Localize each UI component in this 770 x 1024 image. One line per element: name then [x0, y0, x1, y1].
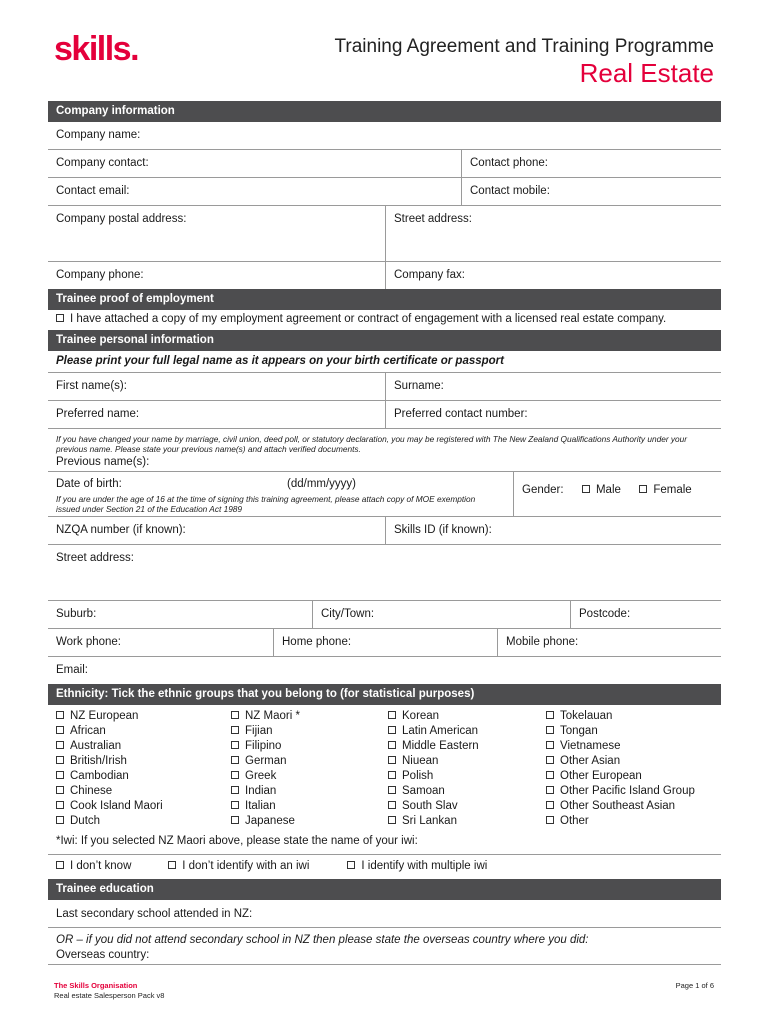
ethnicity-checkbox[interactable]	[231, 801, 239, 809]
nzqa-number-field[interactable]	[48, 517, 385, 544]
iwi-dont-know-checkbox[interactable]	[56, 861, 64, 869]
ethnicity-checkbox[interactable]	[231, 726, 239, 734]
trainee-street-address-label: Street address:	[56, 552, 134, 564]
ethnicity-column-2	[231, 709, 388, 831]
ethnicity-checkbox[interactable]	[56, 786, 64, 794]
ethnicity-checkbox[interactable]	[56, 801, 64, 809]
preferred-contact-field[interactable]	[385, 401, 721, 428]
email-label: Email:	[56, 664, 88, 676]
date-of-birth-field[interactable]	[48, 472, 513, 516]
legal-name-instruction	[48, 351, 504, 372]
suburb-field[interactable]	[48, 601, 312, 628]
work-phone-field[interactable]	[48, 629, 273, 656]
company-fax-label: Company fax:	[394, 269, 465, 281]
gender-female-label: Female	[653, 484, 692, 496]
ethnicity-checkbox[interactable]	[388, 771, 396, 779]
ethnicity-label: Cambodian	[70, 770, 129, 782]
proof-of-employment-heading: Trainee proof of employment	[48, 289, 721, 310]
gender-field	[513, 472, 721, 516]
age-exemption-note: If you are under the age of 16 at the time of signing this training agreement, please attach copy of MOE exemption issued under Section 21 of the Education Act 1989	[56, 494, 476, 514]
company-street-address-field[interactable]	[385, 206, 721, 261]
ethnicity-label: Indian	[245, 785, 277, 797]
footer-pack-version: Real estate Salesperson Pack v8	[54, 991, 165, 1000]
suburb-label: Suburb:	[56, 608, 97, 620]
ethnicity-checkbox[interactable]	[388, 741, 396, 749]
ethnicity-column-3	[388, 709, 546, 831]
preferred-name-field[interactable]	[48, 401, 385, 428]
ethnicity-column-1	[56, 709, 231, 831]
ethnicity-column-4	[546, 709, 721, 831]
ethnicity-checkbox[interactable]	[388, 711, 396, 719]
ethnicity-checkbox[interactable]	[546, 741, 554, 749]
ethnicity-label: Other Asian	[560, 755, 621, 767]
company-information-heading: Company information	[48, 101, 721, 122]
ethnicity-option[interactable]	[388, 769, 546, 784]
ethnicity-option[interactable]	[388, 814, 546, 829]
ethnicity-label: Japanese	[245, 815, 295, 827]
previous-names-field[interactable]	[48, 454, 721, 468]
ethnicity-label: Fijian	[245, 725, 273, 737]
mobile-phone-label: Mobile phone:	[506, 636, 579, 648]
iwi-multiple-label: I identify with multiple iwi	[361, 860, 488, 872]
home-phone-field[interactable]	[273, 629, 497, 656]
employment-agreement-label: I have attached a copy of my employment agreement or contract of engagement with a licensed real estate company.	[70, 313, 667, 325]
company-street-address-label: Street address:	[394, 213, 472, 225]
company-contact-field[interactable]	[48, 150, 461, 177]
ethnicity-option[interactable]	[231, 784, 388, 799]
ethnicity-option[interactable]	[546, 724, 721, 739]
ethnicity-label: Sri Lankan	[402, 815, 457, 827]
last-school-field[interactable]	[48, 900, 252, 927]
ethnicity-label: NZ European	[70, 710, 139, 722]
iwi-dont-identify-label: I don’t identify with an iwi	[182, 860, 310, 872]
name-change-note-text: If you have changed your name by marriage, civil union, deed poll, or statutory declaration, you may be registered with The New Zealand Qualifications Authority under your previous name. Please state your previous name(s) and attach verified documents.	[56, 434, 688, 454]
ethnicity-label: German	[245, 755, 287, 767]
gender-female-checkbox[interactable]	[639, 485, 647, 493]
ethnicity-checkbox[interactable]	[546, 816, 554, 824]
ethnicity-option[interactable]	[546, 769, 721, 784]
last-school-label: Last secondary school attended in NZ:	[56, 908, 253, 920]
preferred-name-label: Preferred name:	[56, 408, 140, 420]
name-change-note	[48, 429, 721, 454]
ethnicity-label: NZ Maori *	[245, 710, 300, 722]
page-number: Page 1 of 6	[675, 981, 714, 990]
trainee-education-heading: Trainee education	[48, 879, 721, 900]
employment-agreement-option[interactable]	[48, 310, 666, 330]
company-address-row	[48, 206, 721, 262]
ethnicity-label: British/Irish	[70, 755, 127, 767]
ethnicity-checkbox[interactable]	[546, 801, 554, 809]
document-subtitle: Real Estate	[579, 58, 714, 88]
ethnicity-label: Cook Island Maori	[70, 800, 163, 812]
ethnicity-option[interactable]	[231, 754, 388, 769]
skills-id-label: Skills ID (if known):	[394, 524, 492, 536]
contact-phone-field[interactable]	[461, 150, 721, 177]
ethnicity-label: South Slav	[402, 800, 458, 812]
ethnicity-option[interactable]	[231, 724, 388, 739]
ethnicity-label: Chinese	[70, 785, 113, 797]
surname-label: Surname:	[394, 380, 444, 392]
company-fax-field[interactable]	[385, 262, 721, 289]
dob-gender-row	[48, 472, 721, 517]
ethnicity-label: Greek	[245, 770, 277, 782]
ethnicity-checkbox[interactable]	[388, 816, 396, 824]
ethnicity-option[interactable]	[56, 784, 231, 799]
ethnicity-label: Samoan	[402, 785, 445, 797]
ethnicity-label: Tokelauan	[560, 710, 613, 722]
ethnicity-option[interactable]	[56, 709, 231, 724]
company-postal-address-field[interactable]	[48, 206, 385, 261]
overseas-note	[48, 928, 721, 946]
mobile-phone-field[interactable]	[497, 629, 721, 656]
ethnicity-label: Vietnamese	[560, 740, 621, 752]
ethnicity-checkbox[interactable]	[56, 711, 64, 719]
ethnicity-option[interactable]	[388, 709, 546, 724]
iwi-prompt-label: *Iwi: If you selected NZ Maori above, please state the name of your iwi:	[56, 835, 418, 847]
document-title: Training Agreement and Training Programme	[334, 36, 714, 57]
company-contact-label: Company contact:	[56, 157, 149, 169]
footer-organisation: The Skills Organisation	[54, 981, 138, 990]
ethnicity-checkbox[interactable]	[231, 786, 239, 794]
iwi-dont-identify-checkbox[interactable]	[168, 861, 176, 869]
city-field[interactable]	[312, 601, 570, 628]
surname-field[interactable]	[385, 373, 721, 400]
previous-names-label: Previous name(s):	[56, 456, 150, 468]
ethnicity-option[interactable]	[546, 739, 721, 754]
ethnicity-option[interactable]	[56, 814, 231, 829]
contact-phone-label: Contact phone:	[470, 157, 549, 169]
contact-email-field[interactable]	[48, 178, 461, 205]
company-phone-field[interactable]	[48, 262, 385, 289]
previous-names-row	[48, 429, 721, 472]
ethnicity-checkbox[interactable]	[56, 771, 64, 779]
ethnicity-checkbox[interactable]	[546, 756, 554, 764]
ethnicity-label: Dutch	[70, 815, 101, 827]
date-of-birth-format: (dd/mm/yyyy)	[287, 478, 356, 490]
legal-name-instruction-text: Please print your full legal name as it appears on your birth certificate or passport	[56, 355, 504, 367]
company-name-row	[48, 122, 721, 150]
company-phone-label: Company phone:	[56, 269, 144, 281]
ethnicity-label: Other Pacific Island Group	[560, 785, 695, 797]
ethnicity-option[interactable]	[388, 724, 546, 739]
ethnicity-checkbox[interactable]	[231, 711, 239, 719]
ethnicity-option[interactable]	[56, 739, 231, 754]
ethnicity-checkbox[interactable]	[546, 771, 554, 779]
ethnicity-label: Tongan	[560, 725, 598, 737]
ethnicity-checkbox[interactable]	[546, 726, 554, 734]
ethnicity-option[interactable]	[56, 799, 231, 814]
ethnicity-option[interactable]	[388, 754, 546, 769]
company-phone-row	[48, 262, 721, 289]
ethnicity-label: Niuean	[402, 755, 439, 767]
ethnicity-label: Other	[560, 815, 589, 827]
iwi-options-row	[48, 855, 721, 879]
first-names-label: First name(s):	[56, 380, 127, 392]
ethnicity-option[interactable]	[231, 799, 388, 814]
ethnicity-option[interactable]	[546, 754, 721, 769]
ethnicity-option[interactable]	[56, 754, 231, 769]
contact-email-label: Contact email:	[56, 185, 130, 197]
ethnicity-checkbox[interactable]	[388, 786, 396, 794]
ethnicity-checkbox[interactable]	[388, 801, 396, 809]
ethnicity-option[interactable]	[56, 769, 231, 784]
ethnicity-option[interactable]	[546, 709, 721, 724]
trainee-street-address-field[interactable]	[48, 545, 721, 600]
employment-agreement-row	[48, 310, 721, 330]
email-field[interactable]	[48, 657, 721, 684]
ethnicity-checkbox[interactable]	[231, 756, 239, 764]
ethnicity-checkbox[interactable]	[231, 816, 239, 824]
ethnicity-option[interactable]	[388, 739, 546, 754]
employment-agreement-checkbox[interactable]	[56, 314, 64, 322]
ethnicity-option[interactable]	[56, 724, 231, 739]
home-phone-label: Home phone:	[282, 636, 352, 648]
iwi-options	[48, 855, 487, 879]
skills-logo: skills.	[54, 30, 139, 68]
work-phone-label: Work phone:	[56, 636, 121, 648]
gender-male-label: Male	[595, 484, 621, 496]
email-row	[48, 657, 721, 684]
ethnicity-option[interactable]	[231, 739, 388, 754]
ethnicity-option[interactable]	[388, 784, 546, 799]
ethnicity-options	[48, 705, 721, 831]
company-name-field[interactable]	[48, 122, 721, 149]
city-label: City/Town:	[321, 608, 375, 620]
contact-mobile-field[interactable]	[461, 178, 721, 205]
ethnicity-checkbox[interactable]	[56, 756, 64, 764]
trainee-street-address-row	[48, 545, 721, 601]
overseas-country-label: Overseas country:	[56, 949, 150, 961]
iwi-name-field[interactable]	[48, 831, 418, 854]
ethnicity-option[interactable]	[231, 709, 388, 724]
legal-name-instruction-row	[48, 351, 721, 373]
ethnicity-label: Korean	[402, 710, 440, 722]
iwi-prompt-row	[48, 831, 721, 855]
ethnicity-option[interactable]	[231, 769, 388, 784]
contact-email-row	[48, 178, 721, 206]
postcode-field[interactable]	[570, 601, 721, 628]
ethnicity-checkbox[interactable]	[546, 711, 554, 719]
ethnicity-label: Filipino	[245, 740, 282, 752]
ethnicity-option[interactable]	[388, 799, 546, 814]
preferred-row	[48, 401, 721, 429]
nzqa-number-label: NZQA number (if known):	[56, 524, 186, 536]
ethnicity-checkbox[interactable]	[546, 786, 554, 794]
gender-label: Gender:	[522, 484, 564, 496]
names-row	[48, 373, 721, 401]
ethnicity-checkbox[interactable]	[388, 756, 396, 764]
ethnicity-checkbox[interactable]	[56, 741, 64, 749]
ethnicity-option[interactable]	[546, 799, 721, 814]
last-school-row	[48, 900, 721, 928]
skills-id-field[interactable]	[385, 517, 721, 544]
ethnicity-label: Other Southeast Asian	[560, 800, 676, 812]
gender-male-checkbox[interactable]	[582, 485, 590, 493]
postcode-label: Postcode:	[579, 608, 631, 620]
company-name-label: Company name:	[56, 129, 141, 141]
ethnicity-label: Middle Eastern	[402, 740, 479, 752]
overseas-country-field[interactable]	[48, 946, 721, 961]
ethnicity-label: Latin American	[402, 725, 479, 737]
ethnicity-heading: Ethnicity: Tick the ethnic groups that you belong to (for statistical purposes)	[48, 684, 721, 705]
iwi-multiple-checkbox[interactable]	[347, 861, 355, 869]
date-of-birth-label: Date of birth:	[56, 478, 122, 490]
phones-row	[48, 629, 721, 657]
suburb-row	[48, 601, 721, 629]
ethnicity-option[interactable]	[546, 814, 721, 829]
ethnicity-option[interactable]	[546, 784, 721, 799]
first-names-field[interactable]	[48, 373, 385, 400]
ethnicity-option[interactable]	[231, 814, 388, 829]
ethnicity-label: Italian	[245, 800, 276, 812]
ethnicity-checkbox[interactable]	[231, 771, 239, 779]
personal-information-heading: Trainee personal information	[48, 330, 721, 351]
ethnicity-label: Australian	[70, 740, 122, 752]
nzqa-skills-row	[48, 517, 721, 545]
ethnicity-checkbox[interactable]	[56, 816, 64, 824]
training-agreement-form	[48, 101, 721, 965]
preferred-contact-label: Preferred contact number:	[394, 408, 528, 420]
company-postal-address-label: Company postal address:	[56, 213, 187, 225]
company-contact-row	[48, 150, 721, 178]
overseas-note-text: OR – if you did not attend secondary school in NZ then please state the overseas country where you did:	[56, 934, 589, 946]
overseas-row	[48, 928, 721, 965]
ethnicity-checkbox[interactable]	[388, 726, 396, 734]
ethnicity-label: Polish	[402, 770, 434, 782]
ethnicity-checkbox[interactable]	[231, 741, 239, 749]
ethnicity-label: Other European	[560, 770, 642, 782]
iwi-dont-know-label: I don’t know	[70, 860, 132, 872]
ethnicity-label: African	[70, 725, 106, 737]
ethnicity-checkbox[interactable]	[56, 726, 64, 734]
contact-mobile-label: Contact mobile:	[470, 185, 550, 197]
